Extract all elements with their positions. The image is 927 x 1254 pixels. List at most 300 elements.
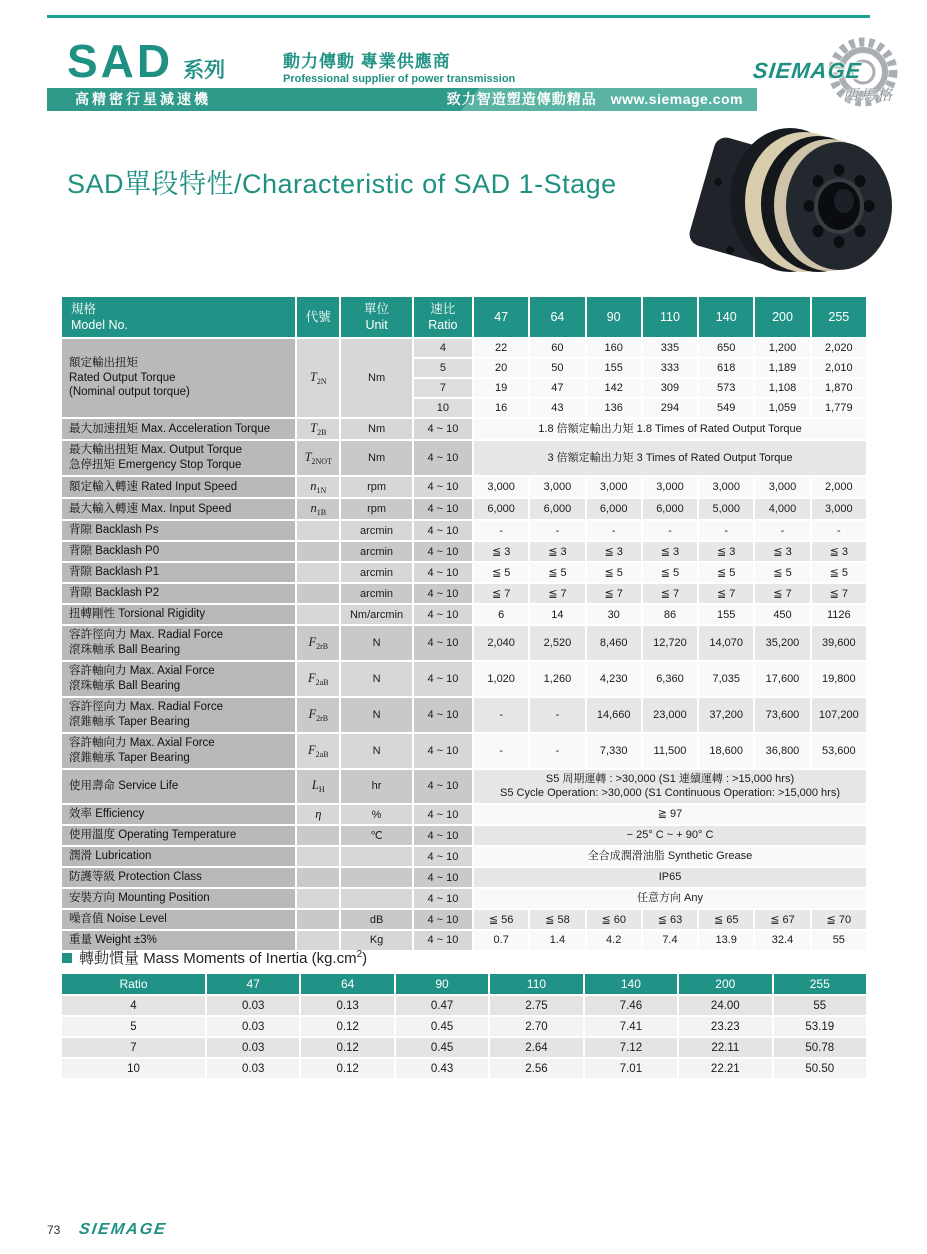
weight-unit: Kg — [341, 931, 411, 950]
weight-value-64: 1.4 — [530, 931, 584, 950]
max-radial-force-taper-bearing-value-200: 73,600 — [755, 698, 809, 732]
backlash-p0-value-110: ≦ 3 — [643, 542, 697, 561]
inertia-4-value-255: 55 — [774, 996, 866, 1015]
header-banner — [47, 88, 757, 111]
series-suffix-label: 系列 — [183, 59, 226, 82]
max-input-speed-value-47: 6,000 — [474, 499, 528, 519]
max-axial-force-taper-bearing-unit: N — [341, 734, 411, 768]
rated-input-speed-row — [62, 477, 866, 497]
max-input-speed-value-110: 6,000 — [643, 499, 697, 519]
noise-level-value-64: ≦ 58 — [530, 910, 584, 929]
rated-output-torque-ratio-4: 4 — [414, 339, 472, 357]
max-radial-force-taper-bearing-symbol: $F_{2rB}$ — [297, 698, 339, 732]
max-radial-force-ball-bearing-unit: N — [341, 626, 411, 660]
backlash-p1-label: 背隙 Backlash P1 — [62, 563, 295, 582]
torsional-rigidity-unit: Nm/arcmin — [341, 605, 411, 624]
max-radial-force-ball-bearing-label: 容許徑向力 Max. Radial Force 滾珠軸承 Ball Bearing — [62, 626, 295, 660]
backlash-p0-unit: arcmin — [341, 542, 411, 561]
noise-level-value-200: ≦ 67 — [755, 910, 809, 929]
inertia-title-sup: 2 — [356, 949, 363, 960]
backlash-ps-value-110: - — [643, 521, 697, 540]
backlash-p1-value-200: ≦ 5 — [755, 563, 809, 582]
inertia-4-value-110: 2.75 — [490, 996, 582, 1015]
mounting-position-symbol — [297, 889, 339, 908]
rated-output-torque-7-value-255: 1,870 — [812, 379, 866, 397]
banner-slogan: 致力智造塑造傳動精品 — [446, 91, 597, 107]
backlash-p0-ratio: 4 ~ 10 — [414, 542, 472, 561]
backlash-p1-value-255: ≦ 5 — [812, 563, 866, 582]
top-divider-line — [47, 15, 870, 18]
spec-header-code: 代號 — [297, 297, 339, 337]
inertia-header-64: 64 — [301, 974, 393, 994]
rated-output-torque-ratio-10: 10 — [414, 399, 472, 417]
backlash-p2-value-200: ≦ 7 — [755, 584, 809, 603]
inertia-row-ratio-5 — [62, 1017, 866, 1036]
noise-level-value-47: ≦ 56 — [474, 910, 528, 929]
rated-output-torque-7-value-140: 573 — [699, 379, 753, 397]
spec-header-size-200: 200 — [755, 297, 809, 337]
inertia-header-90: 90 — [396, 974, 488, 994]
backlash-p1-value-90: ≦ 5 — [587, 563, 641, 582]
torsional-rigidity-value-255: 1126 — [812, 605, 866, 624]
inertia-4-value-47: 0.03 — [207, 996, 299, 1015]
service-life-row — [62, 770, 866, 804]
max-radial-force-ball-bearing-symbol: $F_{2rB}$ — [297, 626, 339, 660]
max-radial-force-ball-bearing-value-255: 39,600 — [812, 626, 866, 660]
max-acceleration-torque-row — [62, 419, 866, 439]
max-radial-force-ball-bearing-value-110: 12,720 — [643, 626, 697, 660]
max-input-speed-value-255: 3,000 — [812, 499, 866, 519]
max-radial-force-ball-bearing-value-64: 2,520 — [530, 626, 584, 660]
weight-value-90: 4.2 — [587, 931, 641, 950]
inertia-row-ratio-7 — [62, 1038, 866, 1057]
tagline-english: Professional supplier of power transmission — [283, 73, 516, 85]
rated-output-torque-5-value-64: 50 — [530, 359, 584, 377]
mounting-position-unit — [341, 889, 411, 908]
inertia-10-value-64: 0.12 — [301, 1059, 393, 1078]
backlash-p0-value-90: ≦ 3 — [587, 542, 641, 561]
max-input-speed-row — [62, 499, 866, 519]
lubrication-row — [62, 847, 866, 866]
protection-class-row — [62, 868, 866, 887]
max-output-emergency-stop-torque-label: 最大輸出扭矩 Max. Output Torque 急停扭矩 Emergency Stop Torque — [62, 441, 295, 475]
max-output-emergency-stop-torque-unit: Nm — [341, 441, 411, 475]
logo-wordmark: SIEMAGE — [751, 58, 863, 83]
inertia-header-ratio: Ratio — [62, 974, 205, 994]
lubrication-value: 全合成潤滑油脂 Synthetic Grease — [474, 847, 866, 866]
max-axial-force-taper-bearing-ratio: 4 ~ 10 — [414, 734, 472, 768]
max-input-speed-value-64: 6,000 — [530, 499, 584, 519]
spec-header-row — [62, 297, 866, 337]
spec-header-model: 規格 Model No. — [62, 297, 295, 337]
backlash-p1-unit: arcmin — [341, 563, 411, 582]
service-life-symbol: $L_H$ — [297, 770, 339, 804]
backlash-p2-ratio: 4 ~ 10 — [414, 584, 472, 603]
backlash-ps-value-200: - — [755, 521, 809, 540]
inertia-title-en: Mass Moments of Inertia (kg.cm — [143, 950, 357, 967]
backlash-ps-value-140: - — [699, 521, 753, 540]
mounting-position-value: 任意方向 Any — [474, 889, 866, 908]
rated-input-speed-value-90: 3,000 — [587, 477, 641, 497]
backlash-p1-value-140: ≦ 5 — [699, 563, 753, 582]
inertia-7-value-64: 0.12 — [301, 1038, 393, 1057]
service-life-ratio: 4 ~ 10 — [414, 770, 472, 804]
operating-temperature-symbol — [297, 826, 339, 845]
inertia-7-value-200: 22.11 — [679, 1038, 771, 1057]
rated-output-torque-7-value-90: 142 — [587, 379, 641, 397]
backlash-ps-row — [62, 521, 866, 540]
rated-input-speed-value-64: 3,000 — [530, 477, 584, 497]
torsional-rigidity-value-90: 30 — [587, 605, 641, 624]
spec-table — [60, 295, 868, 952]
page-title: SAD單段特性/Characteristic of SAD 1-Stage — [67, 169, 617, 199]
weight-ratio: 4 ~ 10 — [414, 931, 472, 950]
torsional-rigidity-value-64: 14 — [530, 605, 584, 624]
backlash-p0-row — [62, 542, 866, 561]
spec-header-size-255: 255 — [812, 297, 866, 337]
backlash-ps-value-64: - — [530, 521, 584, 540]
backlash-p2-label: 背隙 Backlash P2 — [62, 584, 295, 603]
protection-class-symbol — [297, 868, 339, 887]
rated-input-speed-unit: rpm — [341, 477, 411, 497]
weight-value-110: 7.4 — [643, 931, 697, 950]
max-radial-force-taper-bearing-value-47: - — [474, 698, 528, 732]
logo-chinese-name: 西馬格 — [843, 87, 895, 104]
rated-input-speed-symbol: $n_{1N}$ — [297, 477, 339, 497]
max-input-speed-label: 最大輸入轉速 Max. Input Speed — [62, 499, 295, 519]
inertia-7-value-90: 0.45 — [396, 1038, 488, 1057]
max-axial-force-ball-bearing-value-140: 7,035 — [699, 662, 753, 696]
inertia-header-47: 47 — [207, 974, 299, 994]
max-axial-force-taper-bearing-value-200: 36,800 — [755, 734, 809, 768]
max-radial-force-taper-bearing-value-90: 14,660 — [587, 698, 641, 732]
noise-level-value-110: ≦ 63 — [643, 910, 697, 929]
max-axial-force-taper-bearing-value-64: - — [530, 734, 584, 768]
backlash-p0-value-200: ≦ 3 — [755, 542, 809, 561]
rated-output-torque-unit: Nm — [341, 339, 411, 417]
max-radial-force-taper-bearing-value-110: 23,000 — [643, 698, 697, 732]
rated-output-torque-7-value-200: 1,108 — [755, 379, 809, 397]
rated-output-torque-10-value-90: 136 — [587, 399, 641, 417]
max-input-speed-ratio: 4 ~ 10 — [414, 499, 472, 519]
efficiency-label: 效率 Efficiency — [62, 805, 295, 824]
max-input-speed-value-140: 5,000 — [699, 499, 753, 519]
backlash-p2-value-64: ≦ 7 — [530, 584, 584, 603]
weight-value-255: 55 — [812, 931, 866, 950]
backlash-p2-row — [62, 584, 866, 603]
series-name: SAD — [67, 35, 174, 87]
inertia-title-zh: 轉動慣量 — [79, 950, 140, 967]
backlash-ps-label: 背隙 Backlash Ps — [62, 521, 295, 540]
backlash-ps-value-47: - — [474, 521, 528, 540]
backlash-p2-value-110: ≦ 7 — [643, 584, 697, 603]
inertia-5-value-140: 7.41 — [585, 1017, 677, 1036]
backlash-p1-value-64: ≦ 5 — [530, 563, 584, 582]
noise-level-row — [62, 910, 866, 929]
rated-output-torque-4-value-200: 1,200 — [755, 339, 809, 357]
square-bullet-icon — [62, 953, 72, 963]
noise-level-symbol — [297, 910, 339, 929]
weight-label: 重量 Weight ±3% — [62, 931, 295, 950]
backlash-p0-value-255: ≦ 3 — [812, 542, 866, 561]
max-radial-force-taper-bearing-value-64: - — [530, 698, 584, 732]
rated-output-torque-4-value-110: 335 — [643, 339, 697, 357]
torsional-rigidity-label: 扭轉剛性 Torsional Rigidity — [62, 605, 295, 624]
backlash-p2-unit: arcmin — [341, 584, 411, 603]
max-output-emergency-stop-torque-value: 3 倍額定輸出力矩 3 Times of Rated Output Torque — [474, 441, 866, 475]
backlash-p2-value-140: ≦ 7 — [699, 584, 753, 603]
torsional-rigidity-row — [62, 605, 866, 624]
inertia-5-value-110: 2.70 — [490, 1017, 582, 1036]
max-axial-force-taper-bearing-value-90: 7,330 — [587, 734, 641, 768]
service-life-value: S5 周期運轉 : >30,000 (S1 連續運轉 : >15,000 hrs) S5 Cycle Operation: >30,000 (S1 Continuous Operation: >15,000 hrs) — [474, 770, 866, 804]
torsional-rigidity-symbol — [297, 605, 339, 624]
inertia-header-200: 200 — [679, 974, 771, 994]
max-axial-force-taper-bearing-value-47: - — [474, 734, 528, 768]
efficiency-value: ≧ 97 — [474, 805, 866, 824]
mounting-position-ratio: 4 ~ 10 — [414, 889, 472, 908]
inertia-header-140: 140 — [585, 974, 677, 994]
max-input-speed-unit: rpm — [341, 499, 411, 519]
backlash-p2-symbol — [297, 584, 339, 603]
max-axial-force-taper-bearing-value-140: 18,600 — [699, 734, 753, 768]
max-axial-force-ball-bearing-label: 容許軸向力 Max. Axial Force 滾珠軸承 Ball Bearing — [62, 662, 295, 696]
rated-input-speed-value-255: 2,000 — [812, 477, 866, 497]
rated-output-torque-5-value-110: 333 — [643, 359, 697, 377]
rated-output-torque-4-value-90: 160 — [587, 339, 641, 357]
inertia-5-value-64: 0.12 — [301, 1017, 393, 1036]
torsional-rigidity-value-200: 450 — [755, 605, 809, 624]
inertia-10-value-255: 50.50 — [774, 1059, 866, 1078]
backlash-p0-label: 背隙 Backlash P0 — [62, 542, 295, 561]
page-footer — [47, 1221, 167, 1239]
operating-temperature-label: 使用溫度 Operating Temperature — [62, 826, 295, 845]
lubrication-ratio: 4 ~ 10 — [414, 847, 472, 866]
rated-output-torque-10-value-110: 294 — [643, 399, 697, 417]
backlash-p2-value-90: ≦ 7 — [587, 584, 641, 603]
inertia-ratio-10: 10 — [62, 1059, 205, 1078]
inertia-5-value-255: 53.19 — [774, 1017, 866, 1036]
gearbox-illustration — [672, 108, 912, 286]
weight-value-140: 13.9 — [699, 931, 753, 950]
efficiency-row — [62, 805, 866, 824]
max-axial-force-taper-bearing-row — [62, 734, 866, 768]
backlash-p1-row — [62, 563, 866, 582]
max-acceleration-torque-symbol: $T_{2B}$ — [297, 419, 339, 439]
noise-level-label: 噪音值 Noise Level — [62, 910, 295, 929]
inertia-row-ratio-4 — [62, 996, 866, 1015]
operating-temperature-value: − 25° C ~ + 90° C — [474, 826, 866, 845]
tagline-chinese: 動力傳動 專業供應商 — [283, 52, 451, 71]
backlash-p2-value-255: ≦ 7 — [812, 584, 866, 603]
rated-output-torque-7-value-47: 19 — [474, 379, 528, 397]
lubrication-unit — [341, 847, 411, 866]
torsional-rigidity-value-140: 155 — [699, 605, 753, 624]
max-output-emergency-stop-torque-symbol: $T_{2NOT}$ — [297, 441, 339, 475]
inertia-5-value-47: 0.03 — [207, 1017, 299, 1036]
protection-class-ratio: 4 ~ 10 — [414, 868, 472, 887]
lubrication-symbol — [297, 847, 339, 866]
noise-level-ratio: 4 ~ 10 — [414, 910, 472, 929]
max-radial-force-ball-bearing-row — [62, 626, 866, 660]
max-acceleration-torque-unit: Nm — [341, 419, 411, 439]
backlash-ps-symbol — [297, 521, 339, 540]
backlash-p0-value-140: ≦ 3 — [699, 542, 753, 561]
service-life-unit: hr — [341, 770, 411, 804]
torsional-rigidity-value-110: 86 — [643, 605, 697, 624]
inertia-7-value-255: 50.78 — [774, 1038, 866, 1057]
backlash-ps-value-255: - — [812, 521, 866, 540]
inertia-5-value-200: 23.23 — [679, 1017, 771, 1036]
efficiency-ratio: 4 ~ 10 — [414, 805, 472, 824]
operating-temperature-unit: ℃ — [341, 826, 411, 845]
rated-output-torque-label: 額定輸出扭矩 Rated Output Torque (Nominal output torque) — [62, 339, 295, 417]
spec-header-size-110: 110 — [643, 297, 697, 337]
inertia-7-value-110: 2.64 — [490, 1038, 582, 1057]
max-axial-force-ball-bearing-value-47: 1,020 — [474, 662, 528, 696]
max-radial-force-taper-bearing-label: 容許徑向力 Max. Radial Force 滾錐軸承 Taper Bearing — [62, 698, 295, 732]
rated-output-torque-4-value-47: 22 — [474, 339, 528, 357]
rated-output-torque-5-value-47: 20 — [474, 359, 528, 377]
inertia-row-ratio-10 — [62, 1059, 866, 1078]
inertia-7-value-140: 7.12 — [585, 1038, 677, 1057]
rated-output-torque-10-value-64: 43 — [530, 399, 584, 417]
noise-level-value-90: ≦ 60 — [587, 910, 641, 929]
inertia-5-value-90: 0.45 — [396, 1017, 488, 1036]
inertia-10-value-110: 2.56 — [490, 1059, 582, 1078]
max-input-speed-value-200: 4,000 — [755, 499, 809, 519]
rated-output-torque-5-value-200: 1,189 — [755, 359, 809, 377]
inertia-4-value-140: 7.46 — [585, 996, 677, 1015]
max-radial-force-ball-bearing-value-200: 35,200 — [755, 626, 809, 660]
backlash-p0-symbol — [297, 542, 339, 561]
spec-header-size-47: 47 — [474, 297, 528, 337]
inertia-10-value-90: 0.43 — [396, 1059, 488, 1078]
rated-output-torque-5-value-140: 618 — [699, 359, 753, 377]
rated-output-torque-ratio-7: 7 — [414, 379, 472, 397]
spec-header-size-90: 90 — [587, 297, 641, 337]
rated-output-torque-5-value-255: 2,010 — [812, 359, 866, 377]
series-brand — [67, 34, 225, 88]
backlash-ps-unit: arcmin — [341, 521, 411, 540]
rated-input-speed-value-140: 3,000 — [699, 477, 753, 497]
max-radial-force-ball-bearing-value-90: 8,460 — [587, 626, 641, 660]
backlash-p0-value-64: ≦ 3 — [530, 542, 584, 561]
max-radial-force-taper-bearing-ratio: 4 ~ 10 — [414, 698, 472, 732]
inertia-10-value-200: 22.21 — [679, 1059, 771, 1078]
max-acceleration-torque-label: 最大加速扭矩 Max. Acceleration Torque — [62, 419, 295, 439]
max-output-emergency-stop-torque-ratio: 4 ~ 10 — [414, 441, 472, 475]
protection-class-label: 防護等級 Protection Class — [62, 868, 295, 887]
efficiency-symbol: η — [297, 805, 339, 824]
rated-input-speed-ratio: 4 ~ 10 — [414, 477, 472, 497]
max-input-speed-symbol: $n_{1B}$ — [297, 499, 339, 519]
footer-logo-wordmark: SIEMAGE — [77, 1221, 168, 1238]
operating-temperature-ratio: 4 ~ 10 — [414, 826, 472, 845]
backlash-ps-value-90: - — [587, 521, 641, 540]
rated-input-speed-label: 額定輸入轉速 Rated Input Speed — [62, 477, 295, 497]
max-axial-force-ball-bearing-value-64: 1,260 — [530, 662, 584, 696]
max-axial-force-taper-bearing-label: 容許軸向力 Max. Axial Force 滾錐軸承 Taper Bearing — [62, 734, 295, 768]
rated-output-torque-5-value-90: 155 — [587, 359, 641, 377]
max-axial-force-ball-bearing-symbol: $F_{2aB}$ — [297, 662, 339, 696]
rated-output-torque-symbol: $T_{2N}$ — [297, 339, 339, 417]
inertia-ratio-4: 4 — [62, 996, 205, 1015]
backlash-p0-value-47: ≦ 3 — [474, 542, 528, 561]
rated-output-torque-10-value-47: 16 — [474, 399, 528, 417]
rated-output-torque-7-value-64: 47 — [530, 379, 584, 397]
max-axial-force-taper-bearing-symbol: $F_{2aB}$ — [297, 734, 339, 768]
siemage-logo — [745, 30, 915, 120]
backlash-p2-value-47: ≦ 7 — [474, 584, 528, 603]
product-photo — [672, 108, 912, 286]
protection-class-value: IP65 — [474, 868, 866, 887]
max-output-emergency-stop-torque-row — [62, 441, 866, 475]
inertia-ratio-5: 5 — [62, 1017, 205, 1036]
mounting-position-row — [62, 889, 866, 908]
inertia-header-row — [62, 974, 866, 994]
rated-output-torque-7-value-110: 309 — [643, 379, 697, 397]
inertia-header-255: 255 — [774, 974, 866, 994]
max-input-speed-value-90: 6,000 — [587, 499, 641, 519]
max-acceleration-torque-value: 1.8 倍額定輸出力矩 1.8 Times of Rated Output Torque — [474, 419, 866, 439]
max-radial-force-ball-bearing-value-140: 14,070 — [699, 626, 753, 660]
inertia-header-110: 110 — [490, 974, 582, 994]
rated-output-torque-10-value-200: 1,059 — [755, 399, 809, 417]
banner-left-text: 高精密行星減速機 — [75, 91, 211, 107]
rated-output-torque-row-ratio-4 — [62, 339, 866, 357]
rated-input-speed-value-200: 3,000 — [755, 477, 809, 497]
backlash-p1-symbol — [297, 563, 339, 582]
max-axial-force-ball-bearing-ratio: 4 ~ 10 — [414, 662, 472, 696]
spec-header-ratio: 速比 Ratio — [414, 297, 472, 337]
inertia-4-value-90: 0.47 — [396, 996, 488, 1015]
weight-value-200: 32.4 — [755, 931, 809, 950]
backlash-p1-ratio: 4 ~ 10 — [414, 563, 472, 582]
max-axial-force-ball-bearing-row — [62, 662, 866, 696]
max-radial-force-taper-bearing-value-140: 37,200 — [699, 698, 753, 732]
inertia-7-value-47: 0.03 — [207, 1038, 299, 1057]
inertia-section-title — [62, 947, 367, 968]
inertia-title-suffix: ) — [362, 950, 368, 967]
max-acceleration-torque-ratio: 4 ~ 10 — [414, 419, 472, 439]
website-url: www.siemage.com — [610, 91, 743, 107]
backlash-p1-value-110: ≦ 5 — [643, 563, 697, 582]
backlash-p1-value-47: ≦ 5 — [474, 563, 528, 582]
company-tagline — [283, 47, 515, 85]
protection-class-unit — [341, 868, 411, 887]
operating-temperature-row — [62, 826, 866, 845]
torsional-rigidity-ratio: 4 ~ 10 — [414, 605, 472, 624]
max-axial-force-ball-bearing-unit: N — [341, 662, 411, 696]
inertia-4-value-64: 0.13 — [301, 996, 393, 1015]
rated-input-speed-value-47: 3,000 — [474, 477, 528, 497]
inertia-4-value-200: 24.00 — [679, 996, 771, 1015]
max-axial-force-ball-bearing-value-255: 19,800 — [812, 662, 866, 696]
inertia-10-value-140: 7.01 — [585, 1059, 677, 1078]
mounting-position-label: 安裝方向 Mounting Position — [62, 889, 295, 908]
max-axial-force-taper-bearing-value-255: 53,600 — [812, 734, 866, 768]
rated-output-torque-ratio-5: 5 — [414, 359, 472, 377]
lubrication-label: 潤滑 Lubrication — [62, 847, 295, 866]
max-radial-force-taper-bearing-value-255: 107,200 — [812, 698, 866, 732]
weight-value-47: 0.7 — [474, 931, 528, 950]
rated-output-torque-4-value-64: 60 — [530, 339, 584, 357]
rated-output-torque-4-value-255: 2,020 — [812, 339, 866, 357]
spec-header-size-140: 140 — [699, 297, 753, 337]
torsional-rigidity-value-47: 6 — [474, 605, 528, 624]
rated-output-torque-4-value-140: 650 — [699, 339, 753, 357]
